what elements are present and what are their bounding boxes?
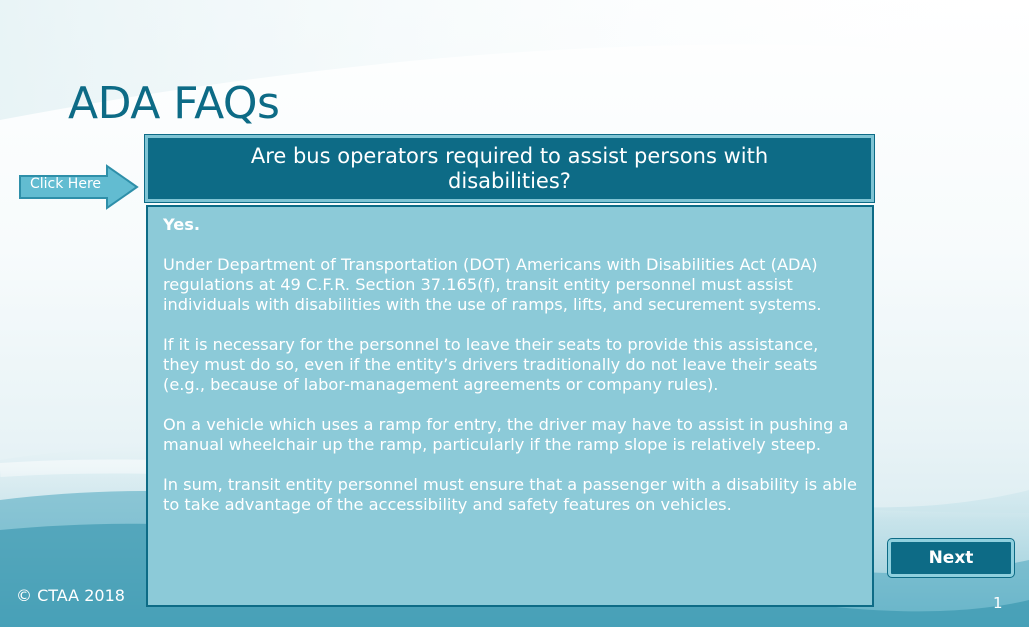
answer-paragraph: If it is necessary for the personnel to leave their seats to provide this assistance, they must do so, even if the entity’s drivers traditionally do not leave their seats (e.g., because of labor-management agreements or company rules).: [163, 335, 819, 394]
slide-title: ADA FAQs: [68, 78, 280, 129]
question-text: Are bus operators required to assist persons with disabilities?: [250, 143, 769, 193]
answer-paragraph: In sum, transit entity personnel must ensure that a passenger with a disability is able to take advantage of the accessibility and safety features on vehicles.: [163, 475, 857, 514]
question-box: [145, 135, 874, 202]
answer-paragraph: Under Department of Transportation (DOT) Americans with Disabilities Act (ADA) regulations at 49 C.F.R. Section 37.165(f), transit entity personnel must assist individuals with disabilities with the use of ramps, lifts, and securement systems.: [163, 255, 822, 314]
copyright: © CTAA 2018: [16, 586, 125, 605]
click-here-label: Click Here: [30, 176, 102, 192]
answer-lead: Yes.: [163, 215, 200, 234]
answer-paragraph: On a vehicle which uses a ramp for entry, the driver may have to assist in pushing a manual wheelchair up the ramp, particularly if the ramp slope is relatively steep.: [163, 415, 849, 454]
page-number: 1: [993, 594, 1003, 612]
answer-box: [146, 205, 874, 607]
next-button[interactable]: Next: [888, 539, 1014, 577]
click-here-button[interactable]: [19, 164, 139, 210]
